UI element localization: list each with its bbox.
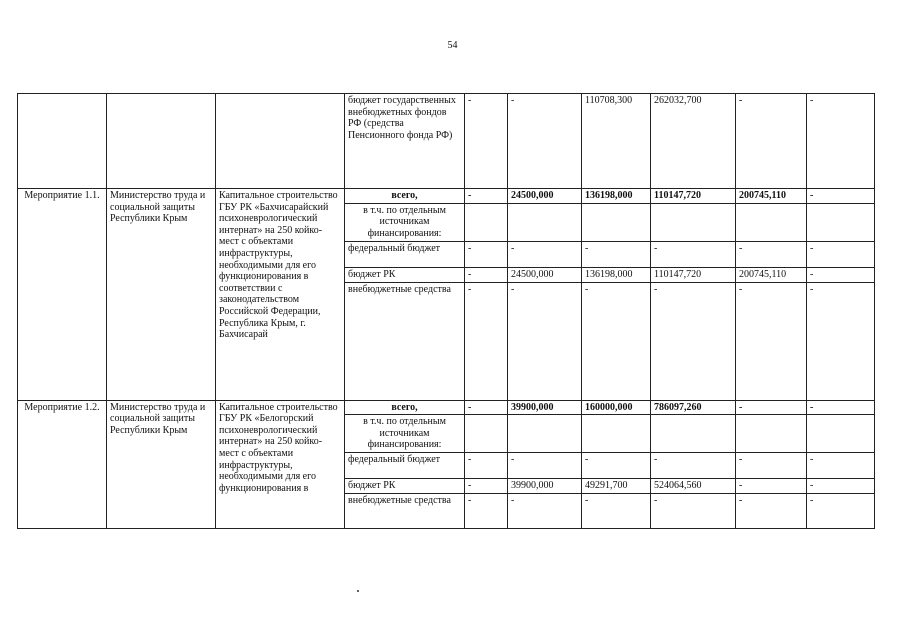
source-cell: бюджет РК [345,267,465,282]
value-cell [465,415,508,453]
value-cell: 49291,700 [582,479,651,494]
activity-cell [18,94,107,189]
budget-table-body [18,94,875,529]
activity-cell: Мероприятие 1.1. [18,189,107,401]
value-cell: - [465,282,508,400]
value-cell: - [465,94,508,189]
page-number: 54 [447,40,458,51]
value-cell [651,415,736,453]
value-cell [582,203,651,241]
value-cell [465,203,508,241]
value-cell: - [736,453,807,479]
value-cell [582,415,651,453]
source-cell: бюджет государственных внебюджетных фондов РФ (средства Пенсионного фонда РФ) [345,94,465,189]
value-cell: 262032,700 [651,94,736,189]
value-cell [807,203,875,241]
value-cell: 200745,110 [736,189,807,204]
value-cell: 160000,000 [582,400,651,415]
activity-cell: Мероприятие 1.2. [18,400,107,529]
budget-table [17,93,875,529]
source-cell: в т.ч. по отдельным источникам финансирования: [345,415,465,453]
value-cell: - [651,282,736,400]
value-cell [807,415,875,453]
table-row [18,189,875,204]
value-cell: 39900,000 [508,400,582,415]
value-cell [651,203,736,241]
value-cell: - [465,189,508,204]
value-cell: - [736,94,807,189]
table-row [18,94,875,189]
value-cell: - [736,400,807,415]
source-cell: федеральный бюджет [345,453,465,479]
value-cell: - [465,400,508,415]
value-cell [736,415,807,453]
value-cell: - [582,453,651,479]
value-cell: 200745,110 [736,267,807,282]
source-cell: всего, [345,189,465,204]
ministry-cell [107,94,216,189]
value-cell: - [465,453,508,479]
value-cell: - [807,189,875,204]
value-cell: 786097,260 [651,400,736,415]
object-cell: Капитальное строительство ГБУ РК «Белогорский психоневрологический интернат» на 250 койко-мест с объектами инфраструктуры, необходимыми для его функционирования в [216,400,345,529]
source-cell: внебюджетные средства [345,282,465,400]
value-cell: - [508,282,582,400]
source-cell: внебюджетные средства [345,494,465,529]
value-cell: - [465,241,508,267]
value-cell: 24500,000 [508,267,582,282]
source-cell: бюджет РК [345,479,465,494]
value-cell: 110708,300 [582,94,651,189]
value-cell: - [807,282,875,400]
value-cell: - [736,241,807,267]
value-cell: 136198,000 [582,189,651,204]
value-cell: 136198,000 [582,267,651,282]
value-cell: - [651,494,736,529]
value-cell: - [508,94,582,189]
value-cell: 24500,000 [508,189,582,204]
value-cell: - [807,400,875,415]
page-mark [357,590,359,592]
value-cell [508,415,582,453]
value-cell: - [736,494,807,529]
value-cell: - [508,241,582,267]
value-cell: - [508,494,582,529]
value-cell: - [807,453,875,479]
value-cell: - [736,479,807,494]
object-cell [216,94,345,189]
value-cell: - [807,241,875,267]
value-cell: - [465,494,508,529]
source-cell: федеральный бюджет [345,241,465,267]
value-cell: - [736,282,807,400]
value-cell: - [651,453,736,479]
value-cell: - [807,494,875,529]
value-cell [736,203,807,241]
object-cell: Капитальное строительство ГБУ РК «Бахчисарайский психоневрологический интернат» на 250 койко-мест с объектами инфраструктуры, необходимыми для его функционирования в соответствии с законодательством Российской Федерации, Республика Крым, г. Бахчисарай [216,189,345,401]
value-cell: - [807,267,875,282]
value-cell: 524064,560 [651,479,736,494]
value-cell: - [465,267,508,282]
value-cell: - [807,94,875,189]
value-cell: - [807,479,875,494]
value-cell: 39900,000 [508,479,582,494]
value-cell: - [582,241,651,267]
value-cell: - [582,282,651,400]
ministry-cell: Министерство труда и социальной защиты Республики Крым [107,189,216,401]
source-cell: всего, [345,400,465,415]
value-cell: 110147,720 [651,267,736,282]
value-cell: - [465,479,508,494]
table-row [18,400,875,415]
value-cell: - [508,453,582,479]
value-cell: 110147,720 [651,189,736,204]
value-cell: - [582,494,651,529]
value-cell [508,203,582,241]
ministry-cell: Министерство труда и социальной защиты Республики Крым [107,400,216,529]
source-cell: в т.ч. по отдельным источникам финансирования: [345,203,465,241]
value-cell: - [651,241,736,267]
